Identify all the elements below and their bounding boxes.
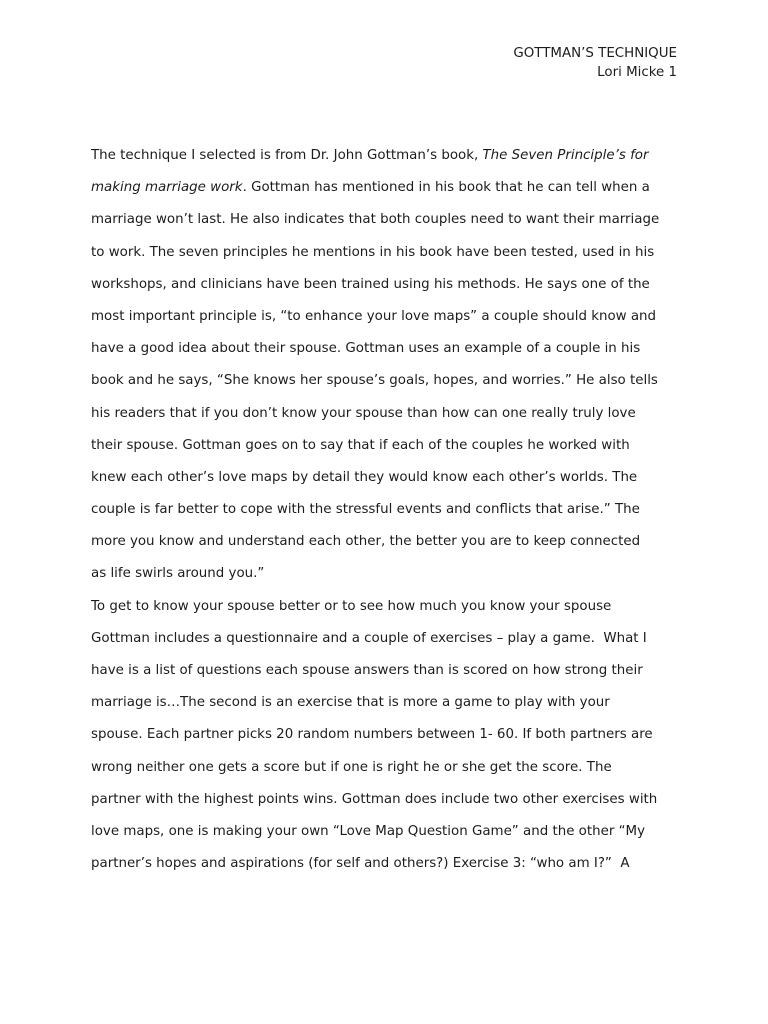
body-text-line — [91, 558, 691, 590]
body-text-segment: as life swirls around you.” — [91, 566, 265, 582]
body-text-segment: Gottman includes a questionnaire and a couple of exercises – play a game. What I — [91, 630, 647, 646]
body-text-line — [91, 365, 691, 397]
body-text-line — [91, 719, 691, 751]
body-text-line — [91, 623, 691, 655]
body-text-segment: their spouse. Gottman goes on to say that if each of the couples he worked with — [91, 437, 630, 453]
body-text-line — [91, 462, 691, 494]
body-text-segment: To get to know your spouse better or to see how much you know your spouse — [91, 598, 612, 614]
body-text-segment: book and he says, “She knows her spouse’s goals, hopes, and worries.” He also tells — [91, 373, 658, 389]
body-text-line — [91, 140, 691, 172]
header-author-page-number: Lori Micke 1 — [597, 65, 677, 80]
body-text-segment: more you know and understand each other, the better you are to keep connected — [91, 534, 641, 550]
body-text-line — [91, 526, 691, 558]
body-text-segment: workshops, and clinicians have been trained using his methods. He says one of the — [91, 276, 650, 292]
book-title-text: making marriage work — [91, 180, 243, 196]
body-text-segment: most important principle is, “to enhance your love maps” a couple should know and — [91, 308, 657, 324]
body-text-line — [91, 204, 691, 236]
body-text-line — [91, 398, 691, 430]
body-text-segment: his readers that if you don’t know your spouse than how can one really truly love — [91, 405, 636, 421]
header-title: GOTTMAN’S TECHNIQUE — [513, 46, 677, 61]
body-text-line — [91, 687, 691, 719]
body-text-line — [91, 752, 691, 784]
body-text-line — [91, 237, 691, 269]
body-text-segment: love maps, one is making your own “Love Map Question Game” and the other “My — [91, 823, 646, 839]
body-text-segment: marriage is…The second is an exercise that is more a game to play with your — [91, 695, 610, 711]
body-text-line — [91, 494, 691, 526]
body-text-segment: spouse. Each partner picks 20 random numbers between 1- 60. If both partners are — [91, 727, 653, 743]
body-text-line — [91, 269, 691, 301]
running-header — [513, 44, 677, 82]
body-text-line — [91, 172, 691, 204]
body-text-line — [91, 816, 691, 848]
body-text-line — [91, 430, 691, 462]
body-text-segment: The technique I selected is from Dr. John Gottman’s book, — [91, 148, 483, 163]
body-text-line — [91, 848, 691, 880]
body-text-segment: have a good idea about their spouse. Gottman uses an example of a couple in his — [91, 341, 641, 357]
essay-body — [91, 140, 691, 880]
body-text-segment: to work. The seven principles he mentions in his book have been tested, used in his — [91, 244, 655, 260]
body-text-segment: wrong neither one gets a score but if one is right he or she get the score. The — [91, 759, 612, 775]
body-text-line — [91, 301, 691, 333]
body-text-line — [91, 784, 691, 816]
body-text-line — [91, 591, 691, 623]
body-text-line — [91, 333, 691, 365]
body-text-segment: have is a list of questions each spouse answers than is scored on how strong their — [91, 663, 643, 678]
body-text-segment: . Gottman has mentioned in his book that he can tell when a — [242, 180, 650, 196]
body-text-segment: knew each other’s love maps by detail they would know each other’s worlds. The — [91, 469, 638, 485]
body-text-segment: partner with the highest points wins. Gottman does include two other exercises with — [91, 791, 658, 807]
body-text-segment: couple is far better to cope with the stressful events and conflicts that arise.” The — [91, 502, 640, 518]
body-text-line — [91, 655, 691, 687]
body-text-segment: marriage won’t last. He also indicates that both couples need to want their marriage — [91, 212, 660, 228]
body-text-segment: partner’s hopes and aspirations (for self and others?) Exercise 3: “who am I?” A — [91, 856, 630, 872]
book-title-text: The Seven Principle’s for — [482, 148, 649, 163]
